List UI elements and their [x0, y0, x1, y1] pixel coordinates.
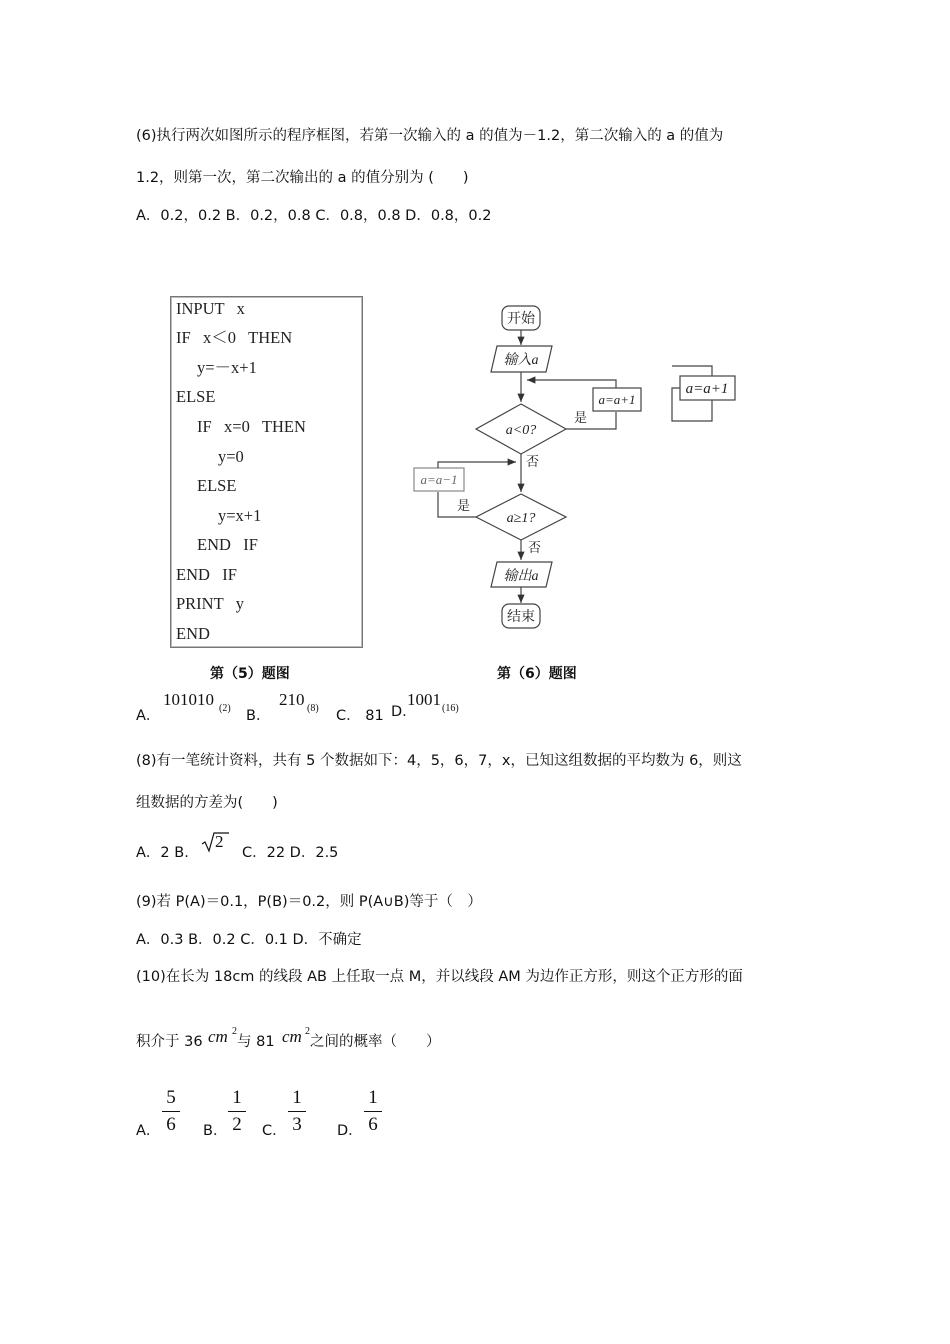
program-line: END IF [197, 535, 258, 554]
cond1-label: a<0? [505, 423, 537, 438]
input-label: 输入a [503, 353, 539, 368]
q7-option-b-base: (8) [307, 703, 319, 714]
no2-label: 否 [528, 540, 542, 555]
q8-line1: (8)有一笔统计资料，共有 5 个数据如下：4，5，6，7，x，已知这组数据的平均数为 6，则这 [136, 753, 742, 769]
q9-options: A．0.3 B．0.2 C．0.1 D．不确定 [136, 932, 362, 948]
program-line: y=0 [218, 447, 244, 466]
q6-line1: (6)执行两次如图所示的程序框图，若第一次输入的 a 的值为－1.2，第二次输入的 a 的值为 [136, 128, 724, 144]
denominator: 3 [292, 1114, 302, 1135]
flowchart-diagram [400, 295, 745, 635]
denominator: 6 [368, 1114, 378, 1135]
q6-line2: 1.2，则第一次，第二次输出的 a 的值分别为 ( ) [136, 170, 469, 186]
q10-line1: (10)在长为 18cm 的线段 AB 上任取一点 M，并以线段 AM 为边作正方形，则这个正方形的面 [136, 969, 743, 985]
program-line: PRINT y [176, 594, 244, 613]
program-line: INPUT x [176, 299, 245, 318]
yes1-label: 是 [574, 410, 588, 425]
program-line: y=x+1 [218, 506, 262, 525]
numerator: 1 [368, 1087, 378, 1108]
q7-option-d-label: D. [391, 704, 407, 720]
q10-exp-2: 2 [305, 1026, 310, 1037]
q10-line2-mid: 与 81 [237, 1034, 275, 1050]
denominator: 6 [166, 1114, 176, 1135]
q10-option-b-label: B． [203, 1123, 228, 1139]
q7-option-d-base: (16) [442, 703, 459, 714]
q7-option-a-base: (2) [219, 703, 231, 714]
figure5-caption: 第（5）题图 [210, 666, 290, 682]
q10-option-b-fraction [228, 1087, 246, 1136]
q10-line2-prefix: 积介于 36 [136, 1034, 203, 1050]
program-line: ELSE [176, 387, 216, 406]
q10-unit-2: cm [282, 1027, 302, 1046]
q10-option-c-label: C． [262, 1123, 287, 1139]
inc-label: a=a+1 [598, 392, 636, 407]
no1-label: 否 [526, 454, 540, 469]
q10-option-a-fraction [162, 1087, 180, 1136]
cond2-label: a≥1? [506, 511, 536, 526]
q10-option-a-label: A． [136, 1123, 161, 1139]
denominator: 2 [232, 1114, 242, 1135]
side-label: a=a+1 [685, 381, 729, 397]
output-label: 输出a [503, 569, 539, 584]
q6-options: A．0.2，0.2 B．0.2，0.8 C．0.8，0.8 D．0.8，0.2 [136, 208, 492, 224]
q10-option-c-fraction [288, 1087, 306, 1136]
start-label: 开始 [507, 312, 535, 327]
q8-option-b-radicand: 2 [215, 832, 224, 851]
numerator: 5 [166, 1087, 176, 1108]
q8-options-rest: C．22 D．2.5 [242, 845, 339, 861]
program-line: y=－x+1 [197, 358, 257, 377]
q7-option-a-label: A． [136, 708, 161, 724]
q10-line2-suffix: 之间的概率（ ） [310, 1034, 441, 1050]
q8-option-a: A．2 B. [136, 845, 189, 861]
q10-option-d-fraction [364, 1087, 382, 1136]
figure6-caption: 第（6）题图 [497, 666, 577, 682]
program-line: IF x=0 THEN [197, 417, 306, 436]
q8-line2: 组数据的方差为( ) [136, 795, 278, 811]
program-line: ELSE [197, 476, 237, 495]
q7-option-c: C． 81 [336, 708, 384, 724]
numerator: 1 [232, 1087, 242, 1108]
q7-option-b-number: 210 [279, 690, 305, 709]
q7-option-b-label: B． [246, 708, 271, 724]
numerator: 1 [292, 1087, 302, 1108]
program-line: IF x＜0 THEN [176, 328, 293, 347]
q7-option-a-number: 101010 [163, 690, 214, 709]
end-label: 结束 [507, 610, 535, 625]
program-line: END IF [176, 565, 237, 584]
q7-option-d-number: 1001 [407, 690, 441, 709]
q10-option-d-label: D． [337, 1123, 363, 1139]
yes2-label: 是 [457, 498, 471, 513]
q10-unit-1: cm [208, 1027, 228, 1046]
q9-line1: (9)若 P(A)＝0.1，P(B)＝0.2，则 P(A∪B)等于（ ） [136, 894, 482, 910]
q10-exp-1: 2 [232, 1026, 237, 1037]
program-line: END [176, 624, 210, 643]
dec-label: a=a−1 [420, 472, 458, 487]
